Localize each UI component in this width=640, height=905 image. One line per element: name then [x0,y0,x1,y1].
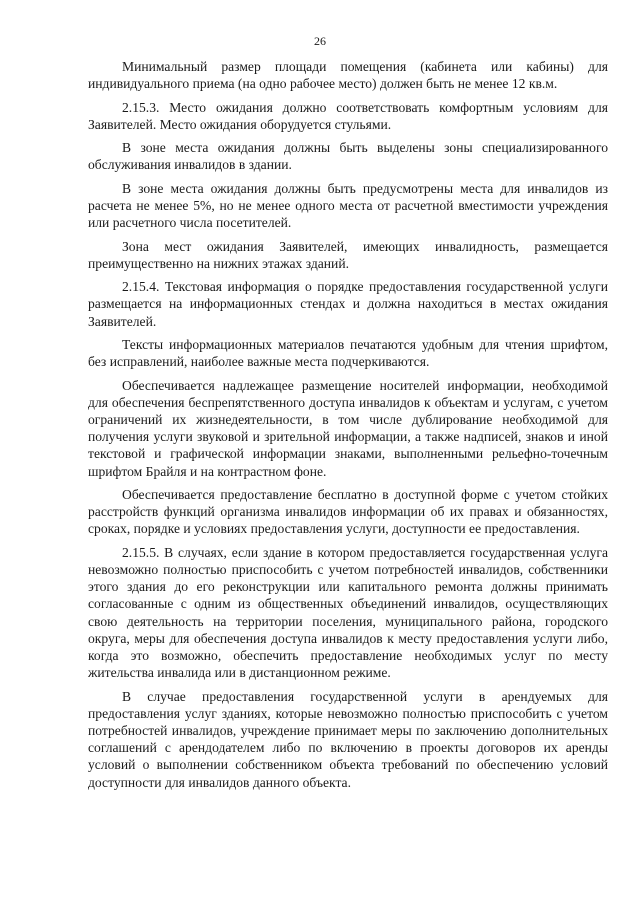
paragraph-2-15-4: 2.15.4. Текстовая информация о порядке предоставления государственной услуги размещается на информационных стендах и должна находиться в местах ожидания Заявителей. [88,279,608,329]
paragraph-min-area: Минимальный размер площади помещения (кабинета или кабины) для индивидуального приема (на одно рабочее место) должен быть не менее 12 кв.м. [88,59,608,92]
paragraph-special-zones: В зоне места ожидания должны быть выделены зоны специализированного обслуживания инвалидов в здании. [88,140,608,173]
paragraph-lower-floors: Зона мест ожидания Заявителей, имеющих инвалидность, размещается преимущественно на нижних этажах зданий. [88,238,608,271]
paragraph-info-placement: Обеспечивается надлежащее размещение носителей информации, необходимой для обеспечения беспрепятственного доступа инвалидов к объектам и услугам, с учетом ограничений их жизнедеятельности, в том числе дублирование необходимой для получения услуги звуковой и зрительной информации, а также надписей, знаков и иной текстовой и графической информации знаками, выполненными рельефно-точечным шрифтом Брайля и на контрастном фоне. [88,377,608,479]
paragraph-disabled-seats: В зоне места ожидания должны быть предусмотрены места для инвалидов из расчета не менее 5%, но не менее одного места от расчетной вместимости учреждения или расчетного числа посетителей. [88,180,608,231]
paragraph-2-15-3: 2.15.3. Место ожидания должно соответствовать комфортным условиям для Заявителей. Место ожидания оборудуется стульями. [88,99,608,132]
page-number: 26 [314,34,326,48]
paragraph-free-info: Обеспечивается предоставление бесплатно в доступной форме с учетом стойких расстройств функций организма инвалидов информации об их правах и обязанностях, сроках, порядке и условиях предоставления услуги, доступности ее предоставления. [88,486,608,537]
paragraph-readable-font: Тексты информационных материалов печатаются удобным для чтения шрифтом, без исправлений, наиболее важные места подчеркиваются. [88,336,608,370]
paragraph-2-15-5: 2.15.5. В случаях, если здание в котором предоставляется государственная услуга невозможно полностью приспособить с учетом потребностей инвалидов, собственники этого здания до его реконструкции или капитального ремонта должны принимать согласованные с одним из общественных объединений инвалидов, осуществляющих свою деятельность на территории поселения, муниципального района, городского округа, меры для обеспечения доступа инвалидов к месту предоставления услуги либо, когда это возможно, обеспечить предоставление необходимых услуг по месту жительства инвалида или в дистанционном режиме. [88,544,608,681]
document-body [88,58,608,791]
paragraph-rented-buildings: В случае предоставления государственной услуги в арендуемых для предоставления услуг зданиях, которые невозможно полностью приспособить с учетом потребностей инвалидов, учреждение принимает меры по заключению дополнительных соглашений с арендодателем либо по включению в проекты договоров их аренды условий о выполнении собственником объекта требований по обеспечению условий доступности для инвалидов данного объекта. [88,688,608,790]
